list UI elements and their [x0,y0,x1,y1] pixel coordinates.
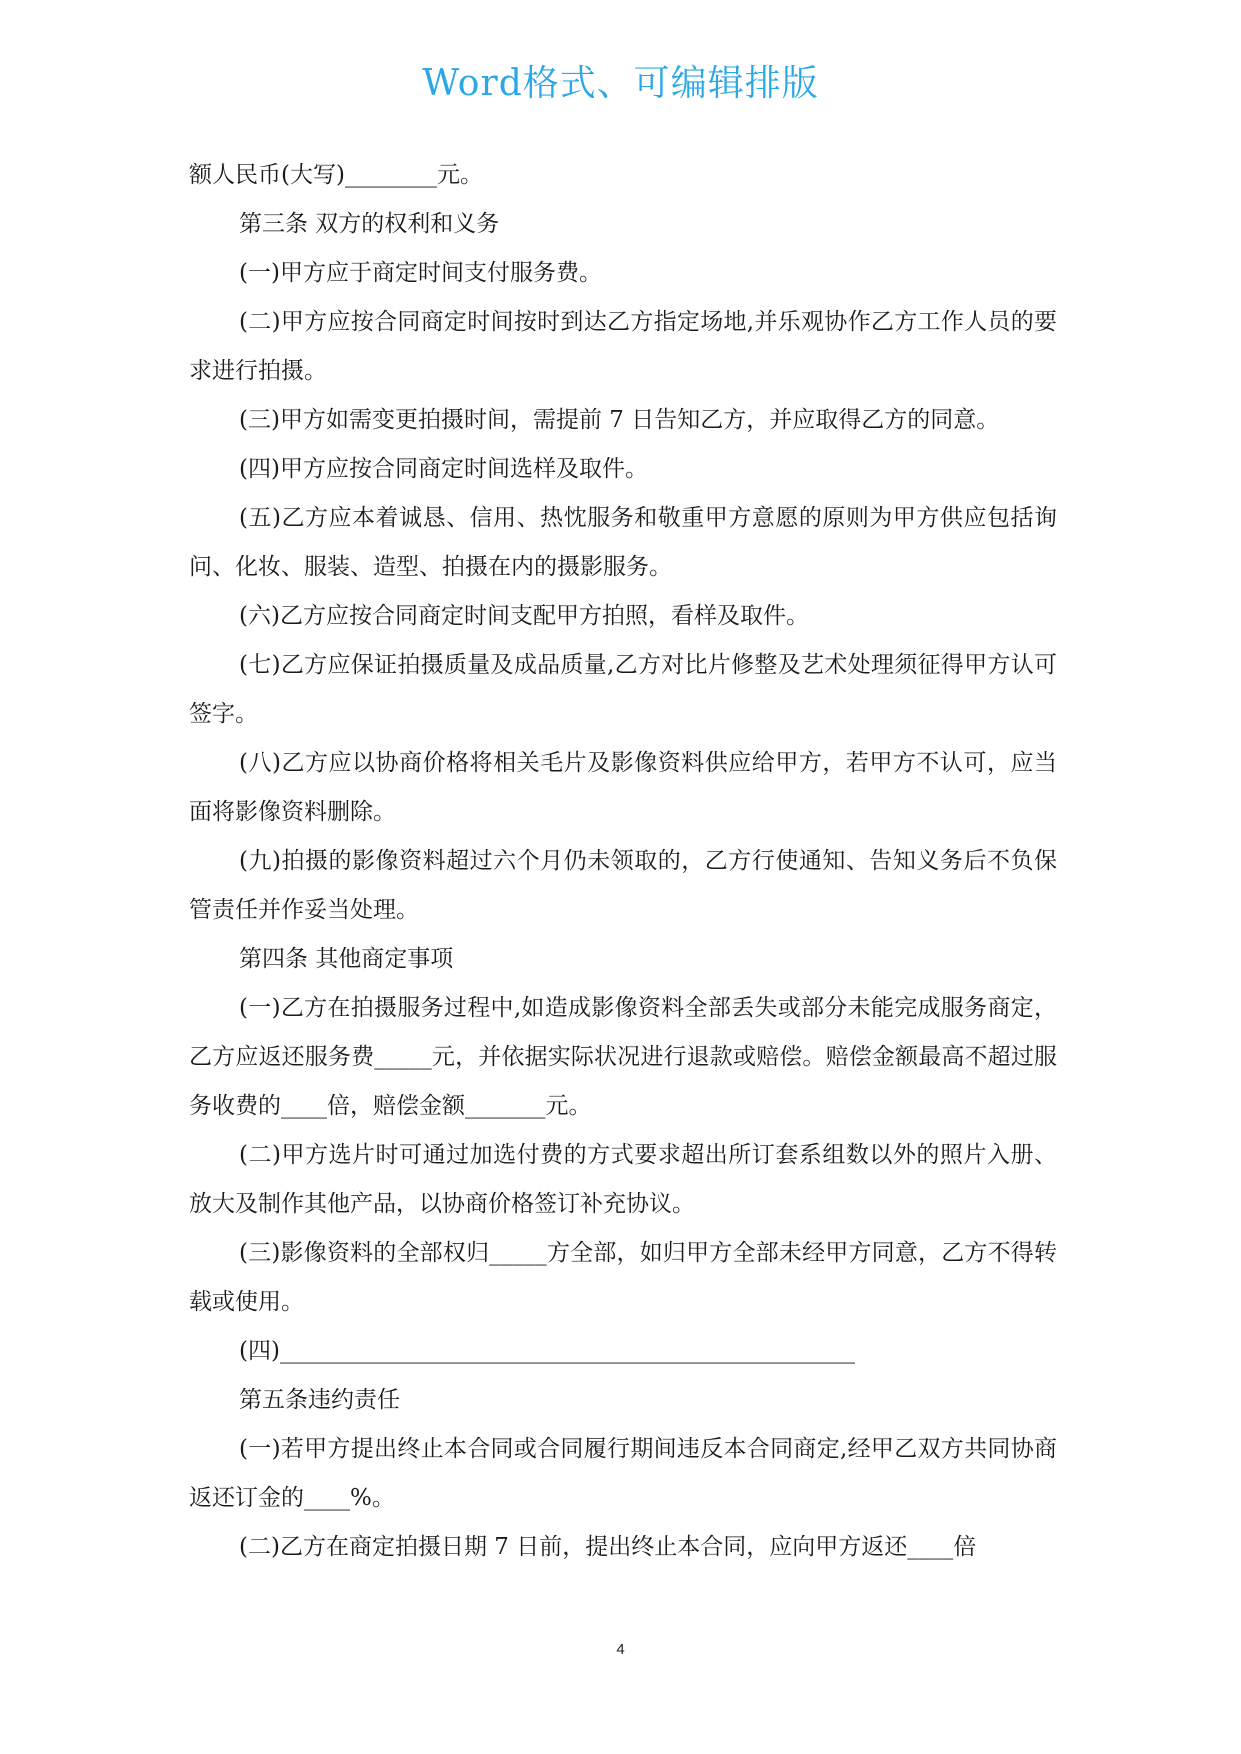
paragraph: (八)乙方应以协商价格将相关毛片及影像资料供应给甲方，若甲方不认可，应当面将影像资料删除。 [189,750,1057,825]
document-body [189,151,1057,1572]
paragraph: (四)__________________________________________________ [239,1338,855,1364]
paragraph: (一)乙方在拍摄服务过程中,如造成影像资料全部丢失或部分未能完成服务商定，乙方应返还服务费_____元，并依据实际状况进行退款或赔偿。赔偿金额最高不超过服务收费的____倍，赔偿金额_______元。 [189,995,1057,1119]
paragraph: (九)拍摄的影像资料超过六个月仍未领取的，乙方行使通知、告知义务后不负保管责任并作妥当处理。 [189,848,1057,923]
paragraph: (三)甲方如需变更拍摄时间，需提前 7 日告知乙方，并应取得乙方的同意。 [239,407,1000,433]
paragraph: (七)乙方应保证拍摄质量及成品质量,乙方对比片修整及艺术处理须征得甲方认可签字。 [189,652,1057,727]
paragraph: (四)甲方应按合同商定时间选样及取件。 [239,456,648,482]
page-number: 4 [616,1641,625,1658]
paragraph: 第三条 双方的权利和义务 [239,211,500,237]
paragraph: 第四条 其他商定事项 [239,946,454,972]
paragraph: (二)乙方在商定拍摄日期 7 日前，提出终止本合同，应向甲方返还____倍 [239,1534,977,1560]
paragraph: (六)乙方应按合同商定时间支配甲方拍照，看样及取件。 [239,603,809,629]
paragraph: (二)甲方选片时可通过加选付费的方式要求超出所订套系组数以外的照片入册、放大及制作其他产品，以协商价格签订补充协议。 [189,1142,1057,1217]
paragraph: (五)乙方应本着诚恳、信用、热忱服务和敬重甲方意愿的原则为甲方供应包括询问、化妆、服装、造型、拍摄在内的摄影服务。 [189,505,1057,580]
paragraph: (一)若甲方提出终止本合同或合同履行期间违反本合同商定,经甲乙双方共同协商返还订金的____%。 [189,1436,1057,1511]
paragraph: (二)甲方应按合同商定时间按时到达乙方指定场地,并乐观协作乙方工作人员的要求进行拍摄。 [189,309,1057,384]
paragraph: (一)甲方应于商定时间支付服务费。 [239,260,602,286]
paragraph: (三)影像资料的全部权归_____方全部，如归甲方全部未经甲方同意，乙方不得转载或使用。 [189,1240,1057,1315]
document-header-title: Word格式、可编辑排版 [422,63,819,104]
paragraph: 第五条违约责任 [239,1387,400,1413]
paragraph: 额人民币(大写)________元。 [189,162,483,188]
